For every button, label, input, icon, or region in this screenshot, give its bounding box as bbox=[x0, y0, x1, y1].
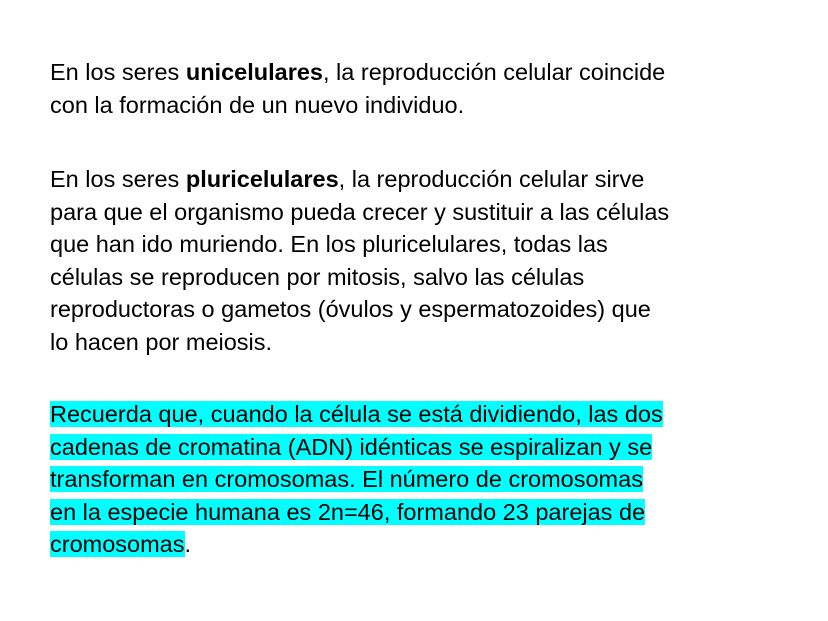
paragraph-highlighted-note bbox=[50, 398, 790, 561]
highlighted-text: en la especie humana es 2n=46, formando 23 parejas de bbox=[50, 498, 646, 525]
text-run: , la reproducción celular sirve bbox=[338, 166, 645, 192]
bold-term-pluricelulares: pluricelulares bbox=[185, 166, 339, 192]
text-line bbox=[50, 463, 790, 496]
text-line bbox=[50, 56, 790, 89]
highlighted-text: cromosomas bbox=[50, 531, 185, 557]
text-line: reproductoras o gametos (óvulos y espermatozoides) que bbox=[50, 296, 651, 322]
paragraph-unicelulares bbox=[50, 56, 790, 121]
paragraph-pluricelulares bbox=[50, 163, 790, 358]
bold-term-unicelulares: unicelulares bbox=[185, 59, 323, 85]
text-line: que han ido muriendo. En los pluricelulares, todas las bbox=[50, 231, 608, 257]
text-line bbox=[50, 528, 790, 561]
text-line bbox=[50, 398, 790, 431]
text-line: para que el organismo pueda crecer y sustituir a las células bbox=[50, 198, 670, 225]
text-line: con la formación de un nuevo individuo. bbox=[50, 91, 465, 118]
text-line bbox=[50, 496, 790, 529]
text-line: lo hacen por meiosis. bbox=[50, 328, 273, 355]
highlighted-text: Recuerda que, cuando la célula se está dividiendo, las dos bbox=[50, 401, 663, 427]
highlighted-text: transforman en cromosomas. El número de cromosomas bbox=[50, 466, 643, 492]
text-line: células se reproducen por mitosis, salvo las células bbox=[50, 263, 585, 290]
text-run: , la reproducción celular coincide bbox=[323, 59, 666, 85]
text-line bbox=[50, 431, 790, 464]
text-run: . bbox=[184, 531, 192, 557]
text-line bbox=[50, 163, 790, 196]
highlighted-text: cadenas de cromatina (ADN) idénticas se espiralizan y se bbox=[50, 433, 653, 460]
text-run: En los seres bbox=[50, 166, 186, 192]
text-run: En los seres bbox=[50, 59, 186, 85]
